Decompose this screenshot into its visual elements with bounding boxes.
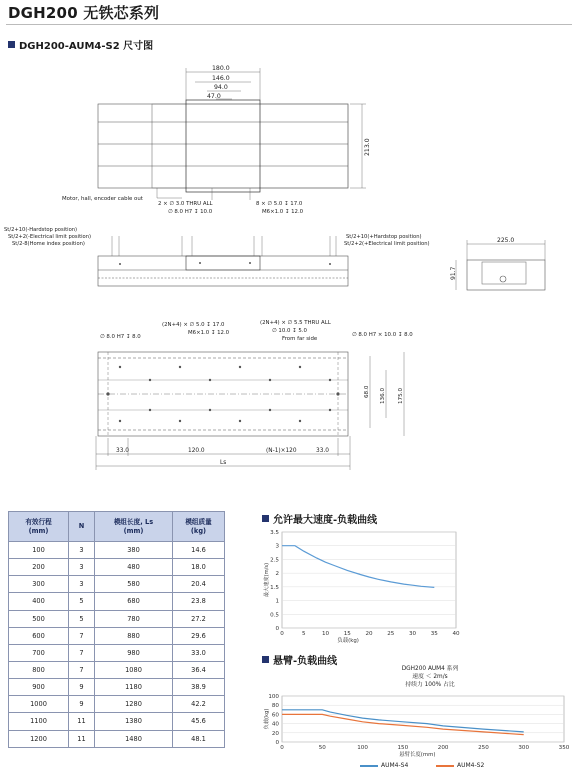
table-cell: 880 xyxy=(95,627,173,644)
dim-120: 120.0 xyxy=(188,448,205,454)
table-cell: 200 xyxy=(9,559,69,576)
x-tick-label: 250 xyxy=(478,745,489,751)
table-cell: 23.8 xyxy=(173,593,225,610)
cable-note: Motor, hall, encoder cable out xyxy=(62,196,143,202)
table-cell: 29.6 xyxy=(173,627,225,644)
table-row xyxy=(9,696,225,713)
table-cell: 1280 xyxy=(95,696,173,713)
right-note-1: St/2+10(+Hardstop position) xyxy=(346,234,422,240)
dim-136: 136.0 xyxy=(380,387,386,404)
cantilever-subtitle-3: 持续力 100% 占比 xyxy=(405,682,455,688)
x-tick-label: 0 xyxy=(280,631,284,637)
dim-47: 47.0 xyxy=(207,93,221,100)
table-cell: 7 xyxy=(69,627,95,644)
table-cell: 36.4 xyxy=(173,661,225,678)
y-tick-label: 1.5 xyxy=(270,584,279,591)
x-tick-label: 35 xyxy=(430,631,438,637)
bottom-note-mid-b: M6×1.0 ↧ 12.0 xyxy=(188,330,230,336)
table-cell: 33.0 xyxy=(173,644,225,661)
col-header-length-l1: 模组长度, Ls xyxy=(113,518,154,527)
y-tick-label: 40 xyxy=(271,721,279,728)
table-cell: 14.6 xyxy=(173,542,225,559)
table-cell: 9 xyxy=(69,696,95,713)
table-cell: 1180 xyxy=(95,679,173,696)
right-note-2: St/2+2(+Electrical limit position) xyxy=(344,241,430,247)
hole-note-1b: ∅ 8.0 H7 ↧ 10.0 xyxy=(168,209,213,215)
col-header-mass-l2: (kg) xyxy=(190,526,207,535)
x-tick-label: 15 xyxy=(343,631,351,637)
y-tick-label: 100 xyxy=(268,694,279,700)
dim-175: 175.0 xyxy=(398,387,404,404)
table-row xyxy=(9,627,225,644)
y-axis-label: 最大速度(m/s) xyxy=(264,562,270,598)
dim-94: 94.0 xyxy=(214,84,228,91)
plot-frame xyxy=(282,696,564,742)
col-header-stroke-l2: (mm) xyxy=(28,526,49,535)
y-tick-label: 0.5 xyxy=(270,612,279,619)
hole-note-1a: 2 × ∅ 3.0 THRU ALL xyxy=(158,201,213,207)
table-cell: 300 xyxy=(9,576,69,593)
table-row xyxy=(9,593,225,610)
section-marker-icon xyxy=(262,656,269,663)
x-tick-label: 5 xyxy=(301,631,306,637)
table-cell: 780 xyxy=(95,610,173,627)
hole-note-2a: 8 × ∅ 5.0 ↧ 17.0 xyxy=(256,201,303,207)
table-cell: 1200 xyxy=(9,730,69,747)
dim-ls: Ls xyxy=(220,460,227,466)
table-row xyxy=(9,610,225,627)
x-tick-label: 200 xyxy=(437,745,449,751)
dim-pitch: (N-1)×120 xyxy=(266,448,297,454)
x-tick-label: 50 xyxy=(318,745,326,751)
table-cell: 1480 xyxy=(95,730,173,747)
left-note-1: St/2+10(-Hardstop position) xyxy=(4,227,78,233)
table-row xyxy=(9,542,225,559)
cantilever-load-chart xyxy=(250,690,576,762)
table-cell: 1100 xyxy=(9,713,69,730)
table-cell: 3 xyxy=(69,559,95,576)
legend-label-s2: AUM4-S2 xyxy=(457,762,485,769)
x-tick-label: 350 xyxy=(558,745,570,751)
table-cell: 7 xyxy=(69,661,95,678)
plot-frame xyxy=(282,532,456,628)
x-tick-label: 150 xyxy=(397,745,409,751)
page-title: DGH200 无铁芯系列 xyxy=(8,4,160,22)
x-tick-label: 10 xyxy=(321,631,330,637)
table-cell: 900 xyxy=(9,679,69,696)
legend-swatch-s4 xyxy=(360,765,378,767)
table-row xyxy=(9,730,225,747)
dim-33-left: 33.0 xyxy=(116,448,129,454)
cantilever-subtitles xyxy=(380,665,480,689)
y-tick-label: 60 xyxy=(271,712,279,719)
drawing-section-label: DGH200-AUM4-S2 尺寸图 xyxy=(19,41,154,52)
legend-swatch-s2 xyxy=(436,765,454,767)
top-view-carriage xyxy=(186,100,260,192)
table-row xyxy=(9,644,225,661)
table-cell: 42.2 xyxy=(173,696,225,713)
dim-225: 225.0 xyxy=(497,237,515,244)
table-cell: 3 xyxy=(69,542,95,559)
table-cell: 9 xyxy=(69,679,95,696)
dim-180: 180.0 xyxy=(212,65,230,72)
table-cell: 680 xyxy=(95,593,173,610)
table-cell: 580 xyxy=(95,576,173,593)
table-cell: 800 xyxy=(9,661,69,678)
end-view-body xyxy=(467,260,545,290)
hole-note-2b: M6×1.0 ↧ 12.0 xyxy=(262,209,304,215)
cantilever-chart-heading xyxy=(262,652,337,667)
left-note-3: St/2-8(Home index position) xyxy=(12,241,85,247)
x-tick-label: 30 xyxy=(408,631,417,637)
col-header-mass-l1: 模组质量 xyxy=(185,518,212,527)
bottom-note-far-right: ∅ 8.0 H7 × 10.0 ↧ 8.0 xyxy=(352,332,413,338)
table-cell: 20.4 xyxy=(173,576,225,593)
x-tick-label: 20 xyxy=(365,631,373,637)
y-tick-label: 3 xyxy=(275,543,279,550)
x-axis-label: 悬臂长度(mm) xyxy=(399,752,436,758)
dim-91-7: 91.7 xyxy=(450,266,457,280)
table-row xyxy=(9,661,225,678)
y-tick-label: 0 xyxy=(275,740,279,746)
col-header-stroke-l1: 有效行程 xyxy=(25,518,52,527)
series-line xyxy=(282,546,434,588)
dim-213: 213.0 xyxy=(364,138,371,156)
table-row xyxy=(9,559,225,576)
side-view-body xyxy=(98,256,348,286)
left-note-2: St/2+2(-Electrical limit position) xyxy=(8,234,92,240)
table-cell: 18.0 xyxy=(173,559,225,576)
table-cell: 7 xyxy=(69,644,95,661)
col-header-length xyxy=(95,512,173,542)
table-cell: 5 xyxy=(69,593,95,610)
table-cell: 1380 xyxy=(95,713,173,730)
cantilever-subtitle-1: DGH200 AUM4 系列 xyxy=(401,666,459,672)
x-tick-label: 40 xyxy=(452,631,460,637)
y-tick-label: 1 xyxy=(275,598,279,605)
table-cell: 48.1 xyxy=(173,730,225,747)
y-tick-label: 20 xyxy=(271,730,279,737)
bottom-note-left: ∅ 8.0 H7 ↧ 8.0 xyxy=(100,334,141,340)
y-tick-label: 2.5 xyxy=(270,557,279,564)
bottom-note-right-c: From far side xyxy=(282,336,318,342)
table-cell: 600 xyxy=(9,627,69,644)
y-tick-label: 3.5 xyxy=(270,530,279,536)
table-cell: 100 xyxy=(9,542,69,559)
x-axis-label: 负载(kg) xyxy=(337,638,359,644)
spec-table xyxy=(8,511,225,748)
col-header-n: N xyxy=(69,512,95,542)
x-tick-label: 0 xyxy=(280,745,284,751)
section-marker-icon xyxy=(262,515,269,522)
table-cell: 3 xyxy=(69,576,95,593)
table-row xyxy=(9,576,225,593)
y-axis-label: 负载(kg) xyxy=(264,708,270,730)
legend-label-s4: AUM4-S4 xyxy=(381,762,409,769)
table-cell: 500 xyxy=(9,610,69,627)
dim-33-right: 33.0 xyxy=(316,448,329,454)
col-header-stroke xyxy=(9,512,69,542)
table-cell: 400 xyxy=(9,593,69,610)
x-tick-label: 25 xyxy=(387,631,395,637)
table-row xyxy=(9,679,225,696)
table-cell: 480 xyxy=(95,559,173,576)
cantilever-chart-title: 悬臂-负载曲线 xyxy=(273,656,338,667)
x-tick-label: 300 xyxy=(518,745,530,751)
table-cell: 45.6 xyxy=(173,713,225,730)
series-line xyxy=(282,710,524,732)
table-cell: 11 xyxy=(69,730,95,747)
x-tick-label: 100 xyxy=(357,745,368,751)
table-cell: 1000 xyxy=(9,696,69,713)
y-tick-label: 80 xyxy=(271,703,279,710)
cantilever-subtitle-2: 速度 ＜ 2m/s xyxy=(412,674,448,680)
bottom-note-right-b: ∅ 10.0 ↧ 5.0 xyxy=(272,328,307,334)
bottom-note-right-a: (2N+4) × ∅ 5.5 THRU ALL xyxy=(260,320,331,326)
col-header-mass xyxy=(173,512,225,542)
y-tick-label: 2 xyxy=(275,571,279,578)
table-cell: 380 xyxy=(95,542,173,559)
dim-146: 146.0 xyxy=(212,75,230,82)
legend-aum4-s2 xyxy=(436,762,484,769)
dim-68: 68.0 xyxy=(364,385,370,398)
table-cell: 1080 xyxy=(95,661,173,678)
table-cell: 11 xyxy=(69,713,95,730)
series-line xyxy=(282,714,524,734)
y-tick-label: 0 xyxy=(275,626,279,632)
table-cell: 5 xyxy=(69,610,95,627)
table-row xyxy=(9,713,225,730)
top-view-body xyxy=(98,104,348,188)
table-cell: 27.2 xyxy=(173,610,225,627)
speed-chart-title: 允许最大速度-负载曲线 xyxy=(273,515,378,526)
spec-table-body xyxy=(9,542,225,748)
bottom-note-mid-a: (2N+4) × ∅ 5.0 ↧ 17.0 xyxy=(162,322,225,328)
legend-aum4-s4 xyxy=(360,762,408,769)
table-cell: 38.9 xyxy=(173,679,225,696)
table-cell: 700 xyxy=(9,644,69,661)
speed-load-chart xyxy=(250,524,480,646)
col-header-length-l2: (mm) xyxy=(123,526,144,535)
table-cell: 980 xyxy=(95,644,173,661)
